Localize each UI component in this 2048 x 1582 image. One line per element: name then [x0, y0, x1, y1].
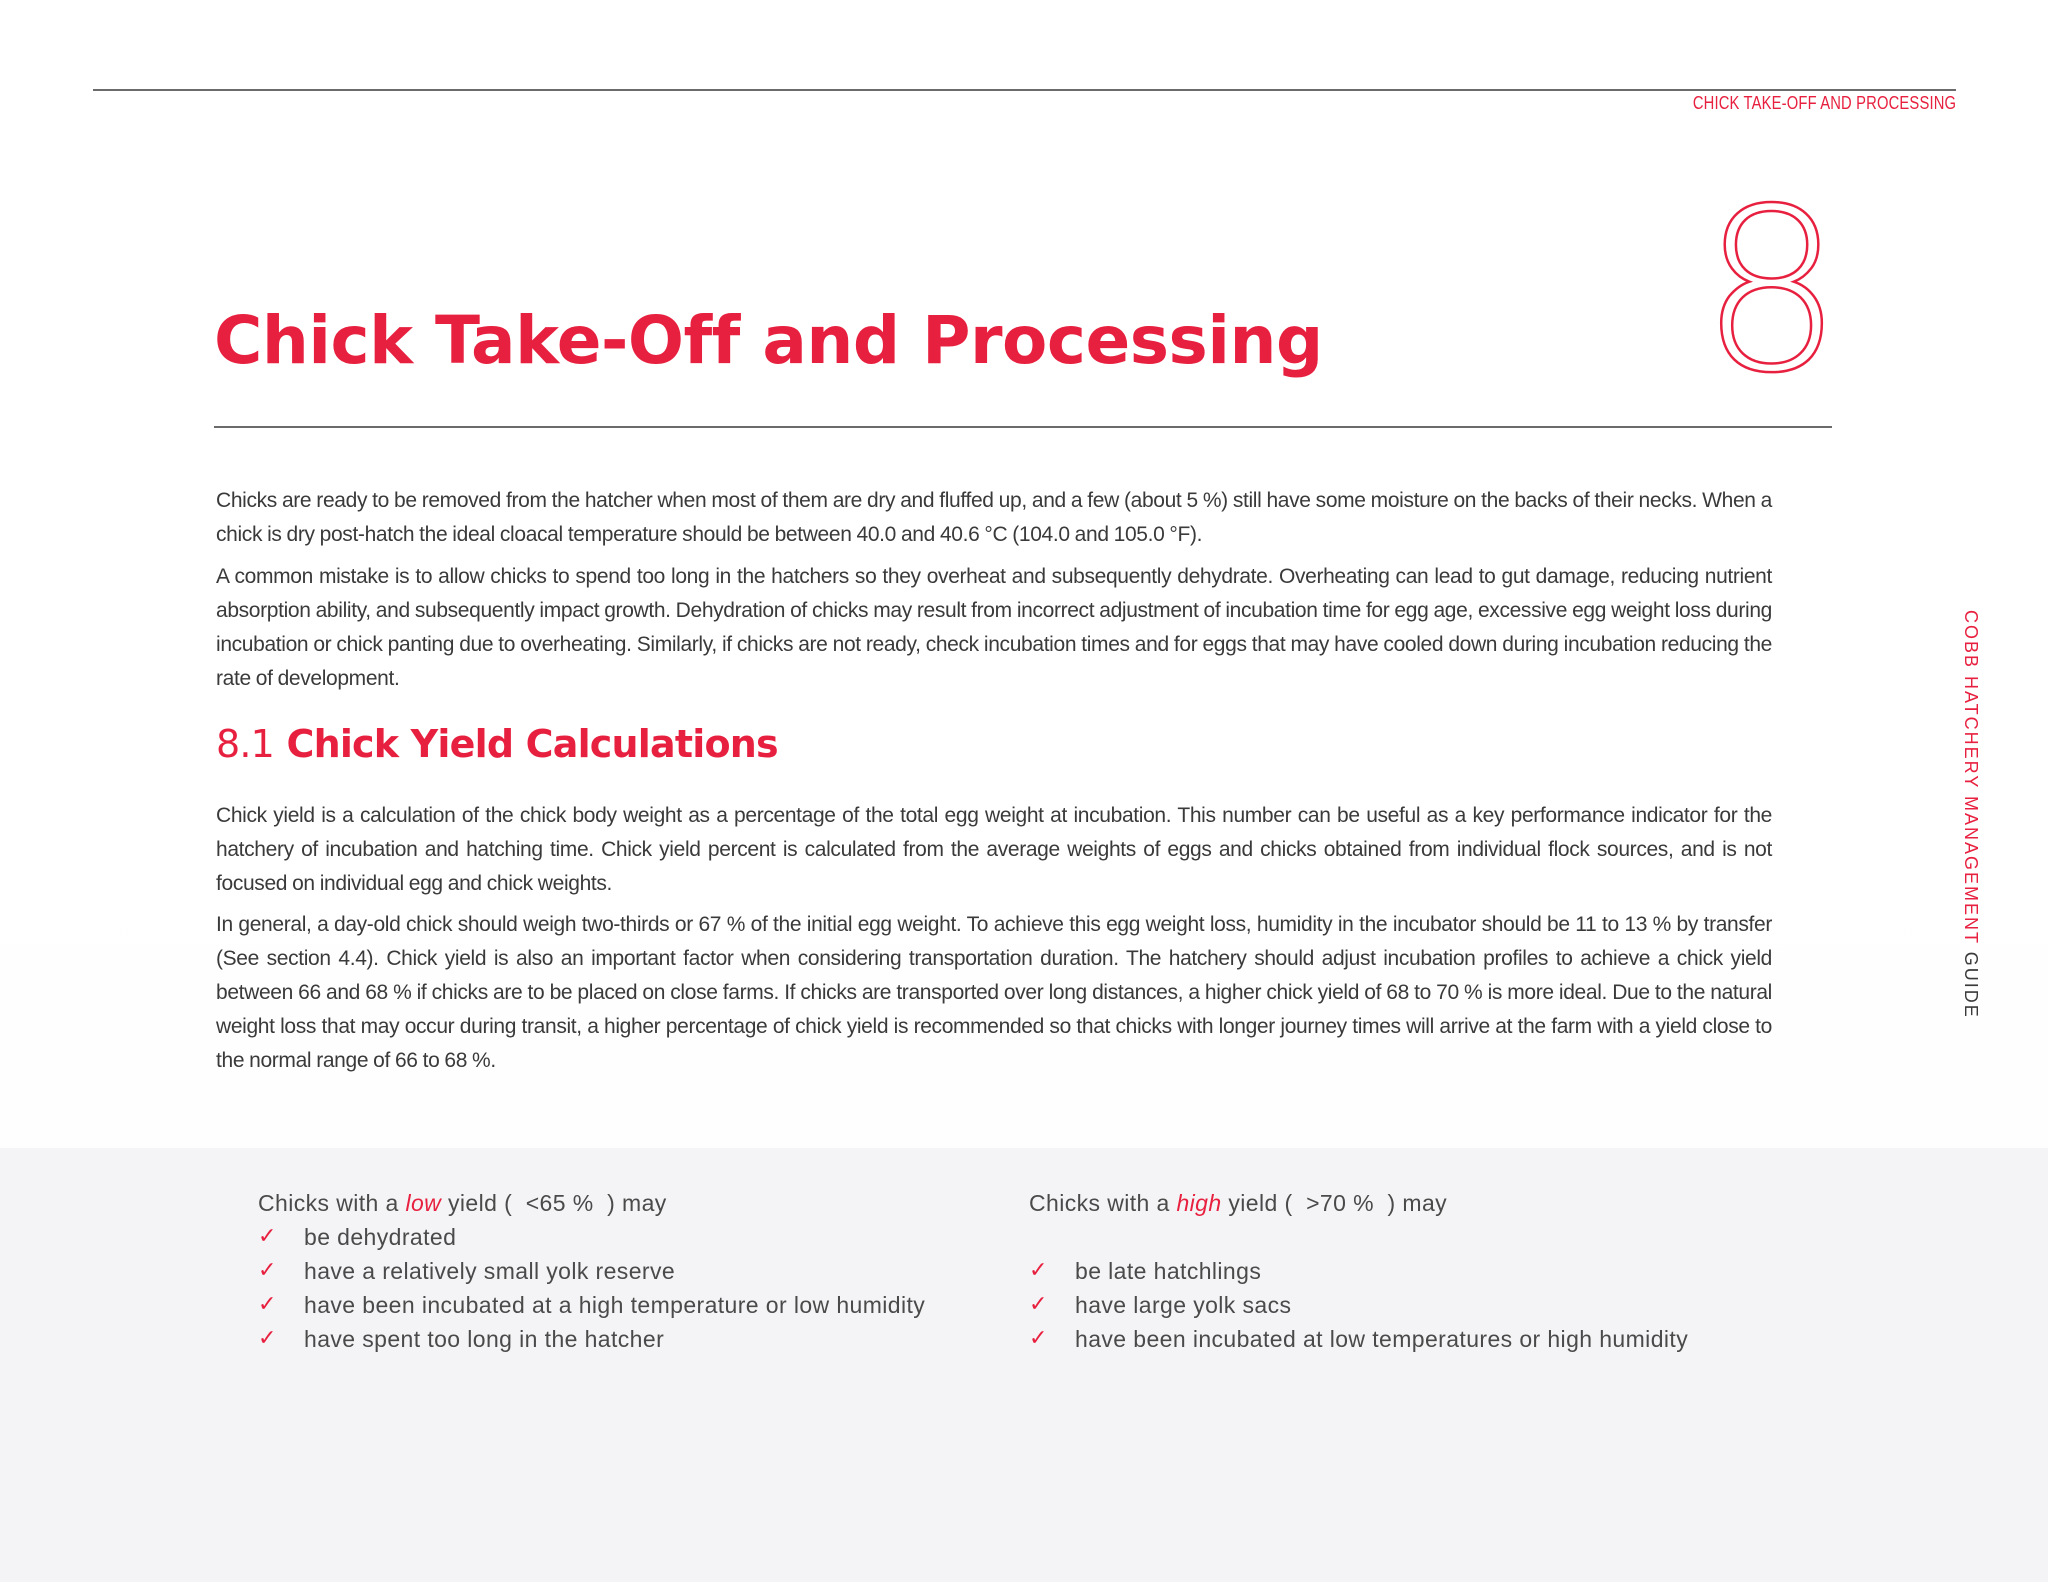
- paragraph-ready-for-removal: Chicks are ready to be removed from the hatcher when most of them are dry and fluffed up, and a few (about 5 %) still have some moisture on the backs of their necks. When a chick is dry post-hatch the ideal cloacal temperature should be between 40.0 and 40.6 °C (104.0 and 105.0 °F).: [216, 489, 1772, 546]
- low-yield-column: [258, 1186, 925, 1356]
- list-item: [258, 1254, 925, 1288]
- high-yield-column: [1029, 1186, 1688, 1356]
- check-icon: ✓: [258, 1326, 277, 1351]
- high-yield-suffix: yield ( >70 % ) may: [1221, 1190, 1448, 1216]
- list-item: [1029, 1288, 1688, 1322]
- list-item-text: have large yolk sacs: [1075, 1292, 1292, 1318]
- check-icon: ✓: [258, 1292, 277, 1317]
- high-yield-emphasis: high: [1176, 1190, 1222, 1216]
- list-spacer: [1029, 1220, 1688, 1254]
- paragraph-yield-targets: In general, a day-old chick should weigh two-thirds or 67 % of the initial egg weight. To achieve this egg weight loss, humidity in the incubator should be 11 to 13 % by transfer (See section 4.4). Chick yield is also an important factor when considering transportation duration. The hatchery should adjust incubation profiles to achieve a chick yield between 66 and 68 % if chicks are to be placed on close farms. If chicks are transported over long distances, a higher chick yield of 68 to 70 % is more ideal. Due to the natural weight loss that may occur during transit, a higher percentage of chick yield is recommended so that chicks with longer journey times will arrive at the farm with a yield close to the normal range of 66 to 68 %.: [216, 913, 1772, 1072]
- running-head: CHICK TAKE-OFF AND PROCESSING: [1692, 93, 1956, 113]
- list-item-text: have been incubated at low temperatures or high humidity: [1075, 1326, 1689, 1352]
- list-item: [258, 1220, 925, 1254]
- list-item: [1029, 1322, 1688, 1356]
- paragraph-yield-definition: Chick yield is a calculation of the chick body weight as a percentage of the total egg weight at incubation. This number can be useful as a key performance indicator for the hatchery of incubation and hatching time. Chick yield percent is calculated from the average weights of eggs and chicks obtained from individual flock sources, and is not focused on individual egg and chick weights.: [216, 804, 1772, 895]
- list-item-text: have spent too long in the hatcher: [304, 1326, 665, 1352]
- side-tab: [1960, 610, 1981, 1019]
- list-item-text: be late hatchlings: [1075, 1258, 1262, 1284]
- top-rule: [93, 89, 1956, 91]
- check-icon: ✓: [1029, 1326, 1048, 1351]
- low-yield-suffix: yield ( <65 % ) may: [441, 1190, 667, 1216]
- low-yield-emphasis: low: [405, 1190, 442, 1216]
- list-item-text: be dehydrated: [304, 1224, 457, 1250]
- high-yield-list: [1029, 1220, 1688, 1356]
- side-tab-guide: GUIDE: [1961, 951, 1981, 1019]
- high-yield-intro: [1029, 1186, 1688, 1220]
- check-icon: ✓: [1029, 1292, 1048, 1317]
- high-yield-prefix: Chicks with a: [1029, 1190, 1177, 1216]
- check-icon: ✓: [1029, 1258, 1048, 1283]
- paragraph-common-mistake: A common mistake is to allow chicks to spend too long in the hatchers so they overheat and subsequently dehydrate. Overheating can lead to gut damage, reducing nutrient absorption ability, and subsequently impact growth. Dehydration of chicks may result from incorrect adjustment of incubation time for egg age, excessive egg weight loss during incubation or chick panting due to overheating. Similarly, if chicks are not ready, check incubation times and for eggs that may have cooled down during incubation reducing the rate of development.: [216, 565, 1772, 690]
- side-tab-brand: COBB HATCHERY MANAGEMENT: [1961, 610, 1981, 952]
- low-yield-list: [258, 1220, 925, 1356]
- list-item: [1029, 1254, 1688, 1288]
- low-yield-prefix: Chicks with a: [258, 1190, 406, 1216]
- check-icon: ✓: [258, 1224, 277, 1249]
- list-item-text: have a relatively small yolk reserve: [304, 1258, 676, 1284]
- low-yield-intro: [258, 1186, 925, 1220]
- chapter-number: 8: [1700, 161, 1844, 423]
- list-item-text: have been incubated at a high temperature or low humidity: [304, 1292, 926, 1318]
- section-title: Chick Yield Calculations: [286, 722, 778, 766]
- section-heading: [216, 722, 778, 766]
- list-item: [258, 1288, 925, 1322]
- page-title: Chick Take-Off and Processing: [214, 302, 1323, 379]
- section-number: 8.1: [216, 722, 275, 766]
- title-rule: [214, 426, 1832, 428]
- check-icon: ✓: [258, 1258, 277, 1283]
- list-item: [258, 1322, 925, 1356]
